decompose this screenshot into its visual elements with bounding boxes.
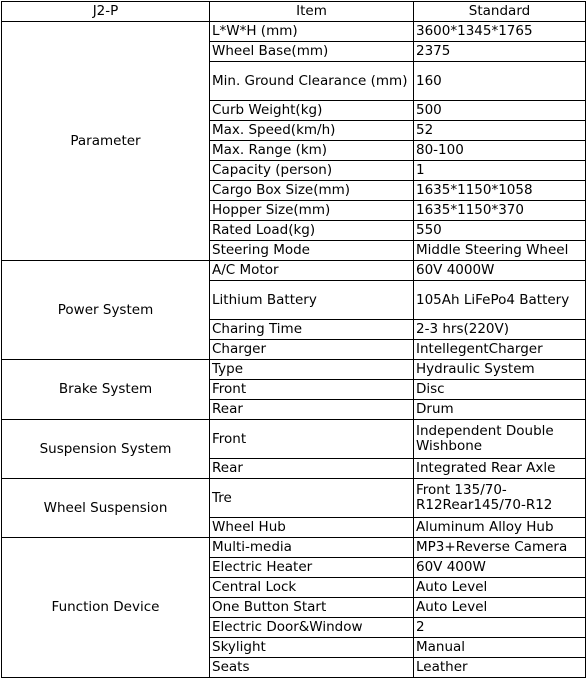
standard-cell: 160 [414,62,586,101]
table-row [2,420,586,459]
standard-cell: Hydraulic System [414,360,586,380]
standard-cell: Disc [414,380,586,400]
standard-cell: Front 135/70-R12Rear145/70-R12 [414,479,586,518]
item-cell: One Button Start [210,598,414,618]
standard-cell: Integrated Rear Axle [414,459,586,479]
standard-cell: 550 [414,221,586,241]
header-standard: Standard [414,2,586,22]
item-cell: Rear [210,459,414,479]
item-cell: Tre [210,479,414,518]
standard-cell: Auto Level [414,578,586,598]
spec-table [1,1,586,678]
standard-cell: 2 [414,618,586,638]
group-suspension-system: Suspension System [2,420,210,479]
item-cell: Wheel Base(mm) [210,42,414,62]
standard-cell: IntellegentCharger [414,340,586,360]
table-row [2,22,586,42]
group-power-system: Power System [2,261,210,360]
item-cell: Hopper Size(mm) [210,201,414,221]
item-cell: Rear [210,400,414,420]
standard-cell: Auto Level [414,598,586,618]
standard-cell: Drum [414,400,586,420]
standard-cell: MP3+Reverse Camera [414,538,586,558]
item-cell: Charing Time [210,320,414,340]
standard-cell: 52 [414,121,586,141]
item-cell: Type [210,360,414,380]
header-model: J2-P [2,2,210,22]
group-brake-system: Brake System [2,360,210,420]
standard-cell: Middle Steering Wheel [414,241,586,261]
table-row [2,479,586,518]
standard-cell: 1635*1150*370 [414,201,586,221]
standard-cell: 2375 [414,42,586,62]
spec-table-body [2,22,586,678]
item-cell: Capacity (person) [210,161,414,181]
item-cell: Curb Weight(kg) [210,101,414,121]
table-row [2,261,586,281]
standard-cell: 80-100 [414,141,586,161]
item-cell: Cargo Box Size(mm) [210,181,414,201]
standard-cell: Leather [414,658,586,678]
item-cell: Wheel Hub [210,518,414,538]
item-cell: Front [210,380,414,400]
item-cell: Min. Ground Clearance (mm) [210,62,414,101]
item-cell: A/C Motor [210,261,414,281]
item-cell: Max. Speed(km/h) [210,121,414,141]
group-function-device: Function Device [2,538,210,678]
standard-cell: 105Ah LiFePo4 Battery [414,281,586,320]
table-row [2,538,586,558]
standard-cell: 60V 4000W [414,261,586,281]
table-row [2,360,586,380]
item-cell: Rated Load(kg) [210,221,414,241]
item-cell: Front [210,420,414,459]
item-cell: Electric Heater [210,558,414,578]
standard-cell: 3600*1345*1765 [414,22,586,42]
standard-cell: 1 [414,161,586,181]
header-row [2,2,586,22]
standard-cell: 500 [414,101,586,121]
standard-cell: Independent Double Wishbone [414,420,586,459]
standard-cell: 2-3 hrs(220V) [414,320,586,340]
item-cell: Multi-media [210,538,414,558]
header-item: Item [210,2,414,22]
standard-cell: 60V 400W [414,558,586,578]
group-wheel-suspension: Wheel Suspension [2,479,210,538]
item-cell: Seats [210,658,414,678]
group-parameter: Parameter [2,22,210,261]
standard-cell: Aluminum Alloy Hub [414,518,586,538]
item-cell: Central Lock [210,578,414,598]
item-cell: Electric Door&Window [210,618,414,638]
item-cell: Charger [210,340,414,360]
item-cell: Lithium Battery [210,281,414,320]
standard-cell: Manual [414,638,586,658]
item-cell: Steering Mode [210,241,414,261]
standard-cell: 1635*1150*1058 [414,181,586,201]
item-cell: Skylight [210,638,414,658]
item-cell: L*W*H (mm) [210,22,414,42]
item-cell: Max. Range (km) [210,141,414,161]
